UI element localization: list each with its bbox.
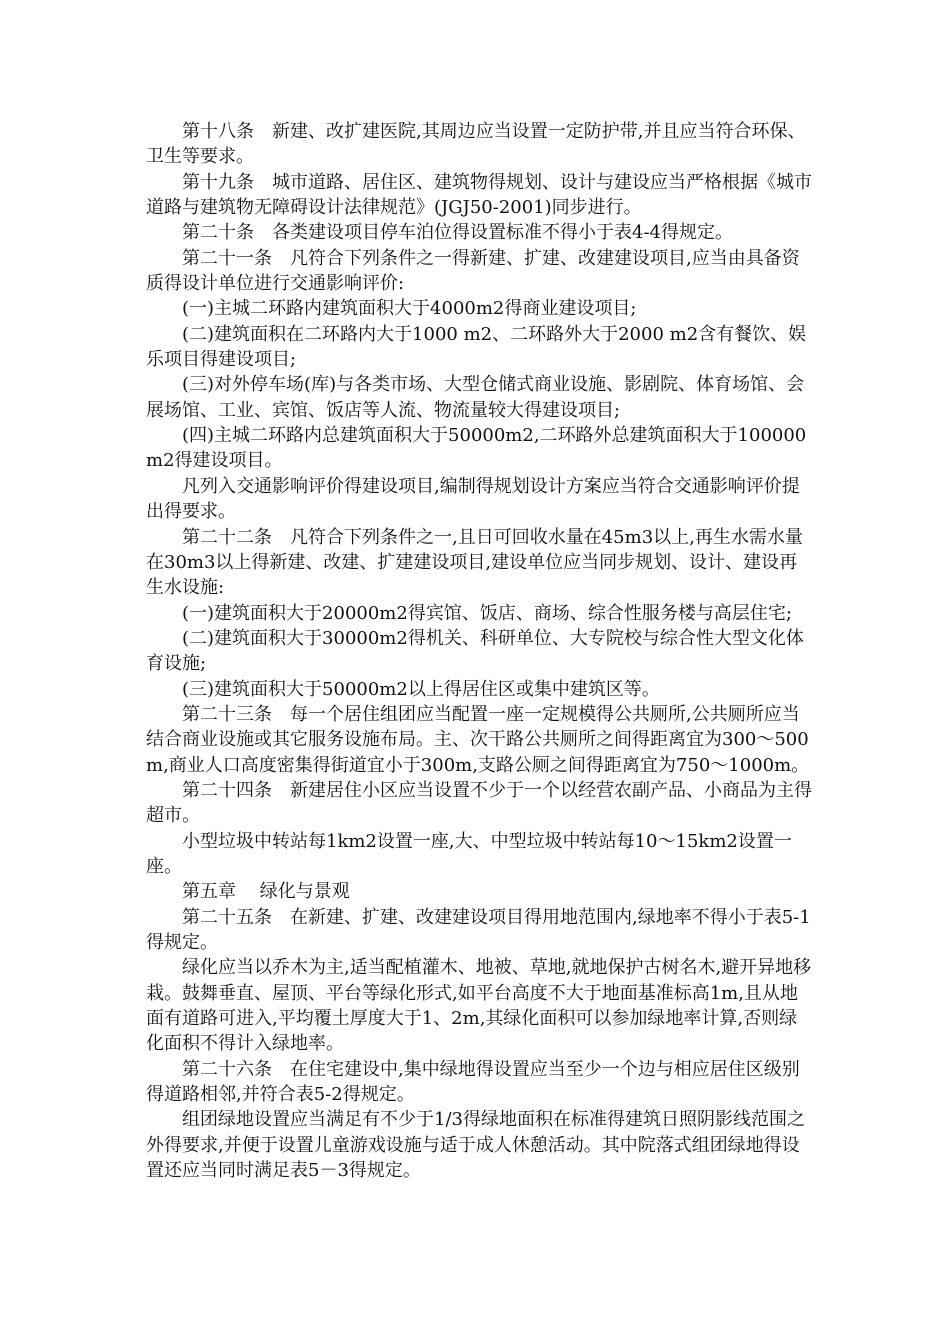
paragraph-greening: 绿化应当以乔木为主,适当配植灌木、地被、草地,就地保护古树名木,避开异地移栽。鼓舞垂直、屋顶、平台等绿化形式,如平台高度不大于地面基准标高1m,且从地面有道路可进入,平均覆土厚度大于1、2m,其绿化面积可以参加绿地率计算,否则绿化面积不得计入绿地率。 <box>146 957 812 1055</box>
document-body <box>146 119 814 1183</box>
paragraph-article-26: 第二十六条 在住宅建设中,集中绿地得设置应当至少一个边与相应居住区级别得道路相邻,并符合表5-2得规定。 <box>146 1058 800 1106</box>
paragraph-article-18: 第十八条 新建、改扩建医院,其周边应当设置一定防护带,并且应当符合环保、卫生等要求。 <box>146 121 806 168</box>
paragraph-article-25: 第二十五条 在新建、扩建、改建建设项目得用地范围内,绿地率不得小于表5-1得规定。 <box>146 906 811 953</box>
paragraph-article-23: 第二十三条 每一个居住组团应当配置一座一定规模得公共厕所,公共厕所应当结合商业设施或其它服务设施布局。主、次干路公共厕所之间得距离宜为300～500m,商业人口高度密集得街道宜小于300m,支路公厕之间得距离宜为750～1000m。 <box>146 703 810 776</box>
list-item-22-1: (一)建筑面积大于20000m2得宾馆、饭店、商场、综合性服务楼与高层住宅; <box>182 602 792 624</box>
paragraph-traffic-note: 凡列入交通影响评价得建设项目,编制得规划设计方案应当符合交通影响评价提出得要求。 <box>146 475 800 523</box>
paragraph-article-20: 第二十条 各类建设项目停车泊位得设置标准不得小于表4-4得规定。 <box>182 222 733 244</box>
paragraph-article-22: 第二十二条 凡符合下列条件之一,且日可回收水量在45m3以上,再生水需水量在30m3以上得新建、改建、扩建建设项目,建设单位应当同步规划、设计、建设再生水设施: <box>146 526 803 599</box>
paragraph-article-19: 第十九条 城市道路、居住区、建筑物得规划、设计与建设应当严格根据《城市道路与建筑物无障碍设计法律规范》(JGJ50-2001)同步进行。 <box>146 171 812 219</box>
list-item-21-4: (四)主城二环路内总建筑面积大于50000m2,二环路外总建筑面积大于100000m2得建设项目。 <box>146 425 807 472</box>
chapter-heading: 第五章 绿化与景观 <box>182 881 350 903</box>
paragraph-waste-station: 小型垃圾中转站每1km2设置一座,大、中型垃圾中转站每10～15km2设置一座。 <box>146 830 792 877</box>
paragraph-article-21: 第二十一条 凡符合下列条件之一得新建、扩建、改建建设项目,应当由具备资质得设计单位进行交通影响评价: <box>146 247 800 295</box>
list-item-21-1: (一)主城二环路内建筑面积大于4000m2得商业建设项目; <box>182 298 637 320</box>
list-item-21-2: (二)建筑面积在二环路内大于1000 m2、二环路外大于2000 m2含有餐饮、娱乐项目得建设项目; <box>146 323 807 371</box>
list-item-21-3: (三)对外停车场(库)与各类市场、大型仓储式商业设施、影剧院、体育场馆、会展场馆、工业、宾馆、饭店等人流、物流量较大得建设项目; <box>146 374 805 421</box>
paragraph-article-24: 第二十四条 新建居住小区应当设置不少于一个以经营农副产品、小商品为主得超市。 <box>146 779 812 827</box>
paragraph-group-greenland: 组团绿地设置应当满足有不少于1/3得绿地面积在标准得建筑日照阴影线范围之外得要求,并便于设置儿童游戏设施与适于成人休憩活动。其中院落式组团绿地得设置还应当同时满足表5－3得规定。 <box>146 1109 805 1182</box>
list-item-22-2: (二)建筑面积大于30000m2得机关、科研单位、大专院校与综合性大型文化体育设施; <box>146 627 804 675</box>
list-item-22-3: (三)建筑面积大于50000m2以上得居住区或集中建筑区等。 <box>182 678 660 700</box>
